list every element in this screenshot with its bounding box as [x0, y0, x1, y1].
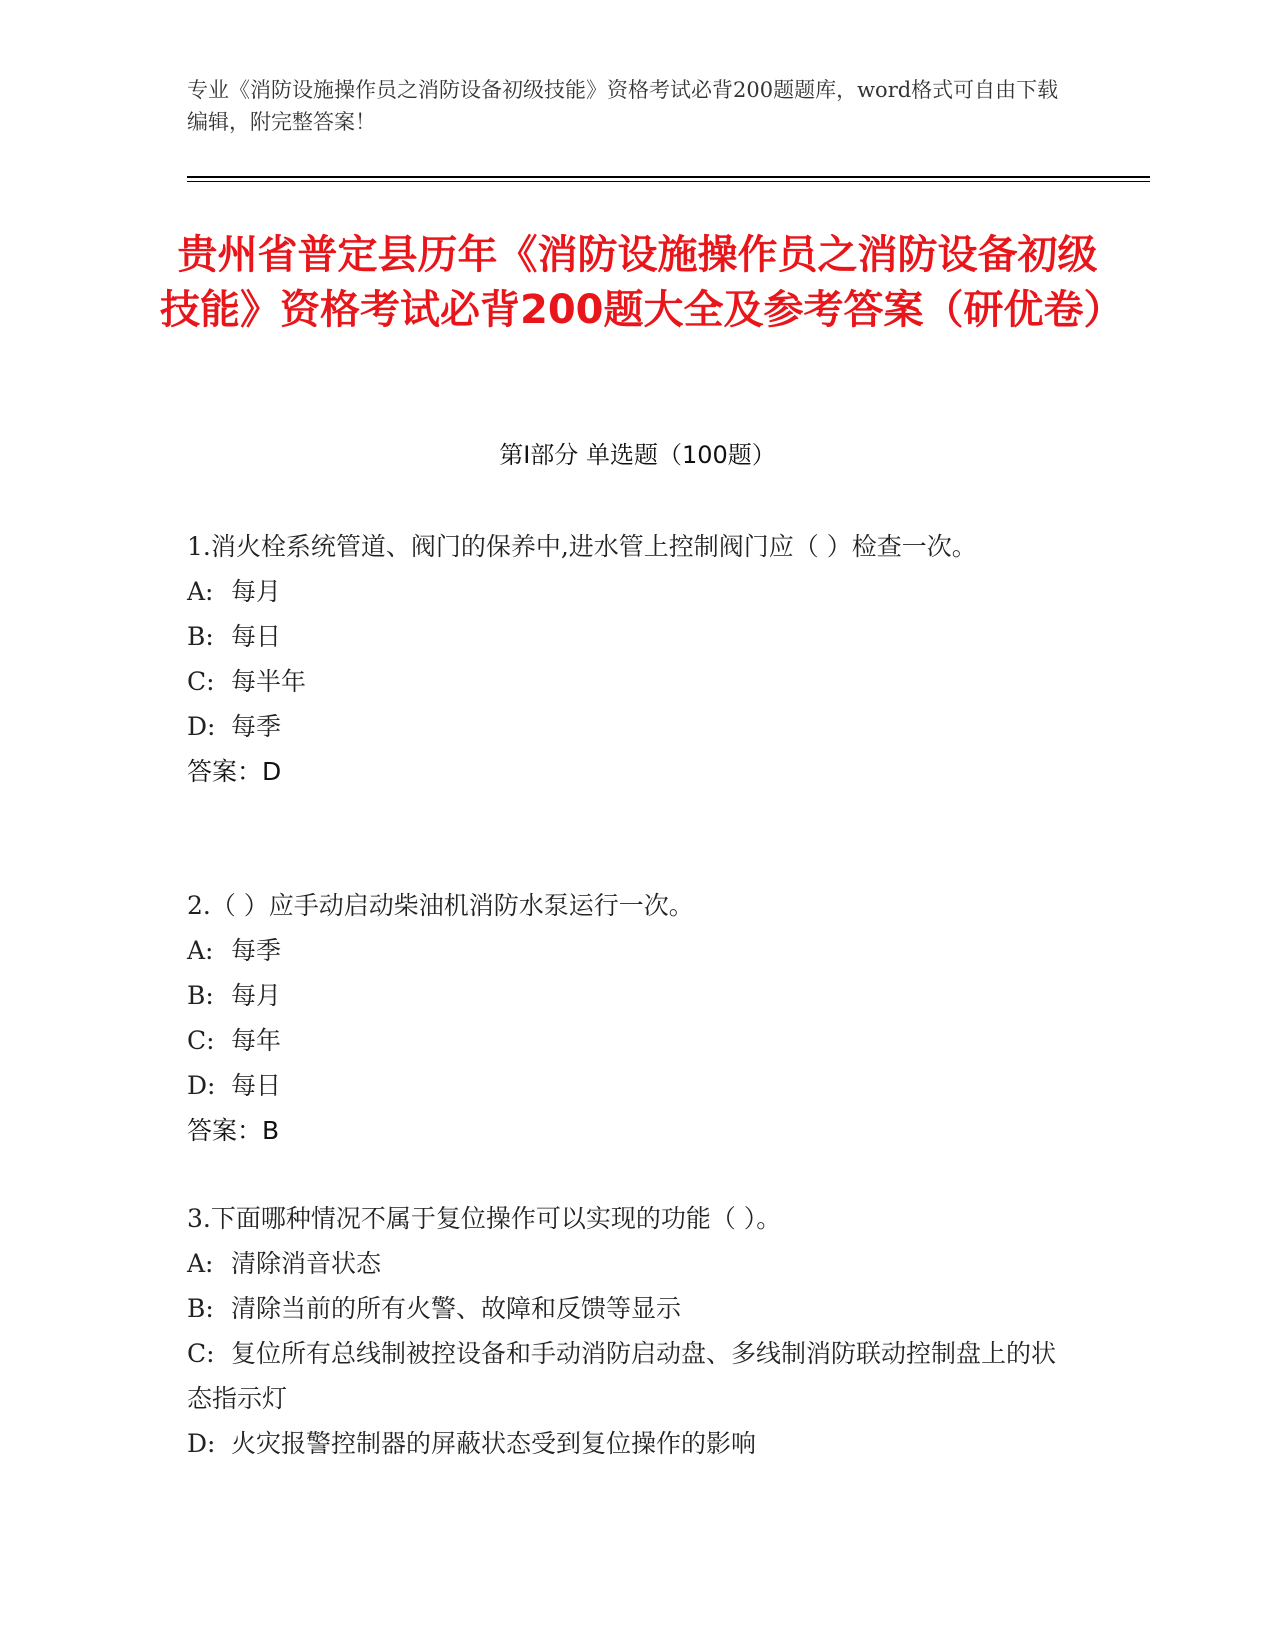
option-c [187, 659, 1067, 704]
option-letter: C: [187, 667, 215, 696]
option-text: 每日 [231, 622, 282, 651]
option-letter: D: [187, 1071, 216, 1100]
option-b [187, 973, 1067, 1018]
option-c [187, 1018, 1067, 1063]
option-c [187, 1331, 1067, 1421]
option-text: 每年 [231, 1026, 282, 1055]
question-2 [187, 883, 1067, 1153]
option-letter: A: [187, 1249, 214, 1278]
question-1 [187, 524, 1067, 794]
option-letter: A: [187, 577, 214, 606]
option-letter: B: [187, 1294, 214, 1323]
question-stem: 1.消火栓系统管道、阀门的保养中,进水管上控制阀门应（ ）检查一次。 [187, 532, 977, 561]
option-text: 每季 [231, 712, 282, 741]
option-d [187, 1421, 1067, 1466]
option-a [187, 569, 1067, 614]
answer-line: 答案：B [187, 1116, 280, 1145]
option-a [187, 1241, 1067, 1286]
option-letter: B: [187, 981, 214, 1010]
option-a [187, 928, 1067, 973]
option-text: 每半年 [231, 667, 307, 696]
question-stem: 3.下面哪种情况不属于复位操作可以实现的功能（ ）。 [187, 1204, 782, 1233]
option-letter: D: [187, 712, 216, 741]
document-title: 贵州省普定县历年《消防设施操作员之消防设备初级技能》资格考试必背200题大全及参考答案（研优卷） [160, 232, 1124, 333]
header-divider-thin [187, 181, 1150, 182]
option-text: 每日 [231, 1071, 282, 1100]
question-stem: 2.（ ）应手动启动柴油机消防水泵运行一次。 [187, 891, 694, 920]
option-text: 清除消音状态 [231, 1249, 382, 1278]
option-letter: A: [187, 936, 214, 965]
option-text: 清除当前的所有火警、故障和反馈等显示 [231, 1294, 682, 1323]
option-b [187, 614, 1067, 659]
answer-line: 答案：D [187, 757, 282, 786]
option-text: 复位所有总线制被控设备和手动消防启动盘、多线制消防联动控制盘上的状态指示灯 [187, 1339, 1057, 1413]
option-letter: B: [187, 622, 214, 651]
question-3 [187, 1196, 1067, 1466]
option-d [187, 704, 1067, 749]
option-text: 火灾报警控制器的屏蔽状态受到复位操作的影响 [231, 1429, 757, 1458]
option-b [187, 1286, 1067, 1331]
option-text: 每月 [231, 981, 282, 1010]
section-heading: 第I部分 单选题（100题） [499, 441, 776, 469]
option-letter: C: [187, 1026, 215, 1055]
header-note: 专业《消防设施操作员之消防设备初级技能》资格考试必背200题题库，word格式可自由下载编辑，附完整答案！ [187, 78, 1059, 134]
option-letter: C: [187, 1339, 215, 1368]
option-d [187, 1063, 1067, 1108]
header-divider-thick [187, 176, 1150, 178]
option-letter: D: [187, 1429, 216, 1458]
option-text: 每月 [231, 577, 282, 606]
option-text: 每季 [231, 936, 282, 965]
